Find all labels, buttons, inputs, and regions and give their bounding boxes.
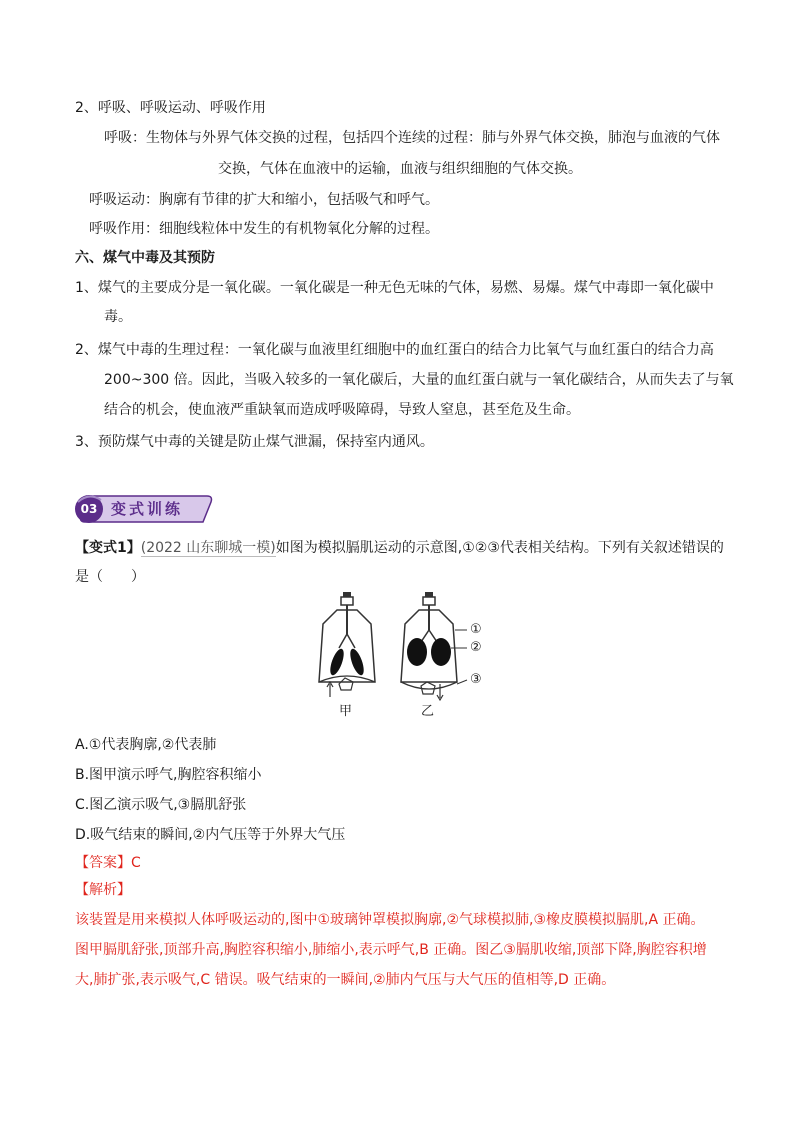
question-stem-text: 如图为模拟膈肌运动的示意图,①②③代表相关结构。下列有关叙述错误的 xyxy=(275,540,724,556)
option-c: C.图乙演示吸气,③膈肌舒张 xyxy=(75,797,247,813)
question-stem-line2: 是（ ） xyxy=(75,569,145,585)
section2-heading: 2、呼吸、呼吸运动、呼吸作用 xyxy=(75,100,266,116)
figure-caption-left: 甲 xyxy=(339,704,353,719)
figure-label-2: ② xyxy=(470,640,482,655)
question-source: (2022 山东聊城一模) xyxy=(140,540,276,556)
diaphragm-model-figure xyxy=(315,592,490,722)
analysis-line1: 该装置是用来模拟人体呼吸运动的,图中①玻璃钟罩模拟胸廓,②气球模拟肺,③橡皮膜模拟膈肌,A 正确。 xyxy=(75,912,705,928)
cellular-respiration-definition: 呼吸作用：细胞线粒体中发生的有机物氧化分解的过程。 xyxy=(89,221,439,237)
option-b: B.图甲演示呼气,胸腔容积缩小 xyxy=(75,767,262,783)
figure-caption-right: 乙 xyxy=(421,704,435,719)
banner-number: 03 xyxy=(80,502,98,516)
section6-p2-line3: 结合的机会，使血液严重缺氧而造成呼吸障碍，导致人窒息，甚至危及生命。 xyxy=(104,402,580,418)
section6-p1-line1: 1、煤气的主要成分是一氧化碳。一氧化碳是一种无色无味的气体，易燃、易爆。煤气中毒即一氧化碳中 xyxy=(75,280,714,296)
bell-jar-right xyxy=(401,592,467,700)
bell-jar-left xyxy=(319,592,375,697)
section6-p3: 3、预防煤气中毒的关键是防止煤气泄漏，保持室内通风。 xyxy=(75,434,434,450)
section6-p2-line2: 200~300 倍。因此，当吸入较多的一氧化碳后，大量的血红蛋白就与一氧化碳结合，从而失去了与氧 xyxy=(104,372,734,388)
question-stem-line1 xyxy=(75,538,724,558)
analysis-line2: 图甲膈肌舒张,顶部升高,胸腔容积缩小,肺缩小,表示呼气,B 正确。图乙③膈肌收缩,顶部下降,胸腔容积增 xyxy=(75,942,707,958)
section6-p2-line1: 2、煤气中毒的生理过程：一氧化碳与血液里红细胞中的血红蛋白的结合力比氧气与血红蛋白的结合力高 xyxy=(75,342,714,358)
analysis-line3: 大,肺扩张,表示吸气,C 错误。吸气结束的一瞬间,②肺内气压与大气压的值相等,D 正确。 xyxy=(75,972,616,988)
option-d: D.吸气结束的瞬间,②内气压等于外界大气压 xyxy=(75,827,346,843)
breathing-movement-definition: 呼吸运动：胸廓有节律的扩大和缩小，包括吸气和呼气。 xyxy=(89,192,439,208)
analysis-label: 【解析】 xyxy=(75,882,131,898)
section6-p1-line2: 毒。 xyxy=(104,309,132,325)
banner-title: 变式训练 xyxy=(111,500,184,518)
breathing-definition-line2: 交换，气体在血液中的运输，血液与组织细胞的气体交换。 xyxy=(218,161,582,177)
breathing-definition-line1: 呼吸：生物体与外界气体交换的过程，包括四个连续的过程：肺与外界气体交换，肺泡与血液的气体 xyxy=(104,130,720,146)
section6-heading: 六、煤气中毒及其预防 xyxy=(75,250,215,266)
figure-label-3: ③ xyxy=(470,672,482,687)
figure-label-1: ① xyxy=(470,622,482,637)
section-banner xyxy=(75,492,215,526)
answer-label: 【答案】C xyxy=(75,855,141,871)
question-tag: 【变式1】 xyxy=(75,540,141,556)
option-a: A.①代表胸廓,②代表肺 xyxy=(75,737,217,753)
